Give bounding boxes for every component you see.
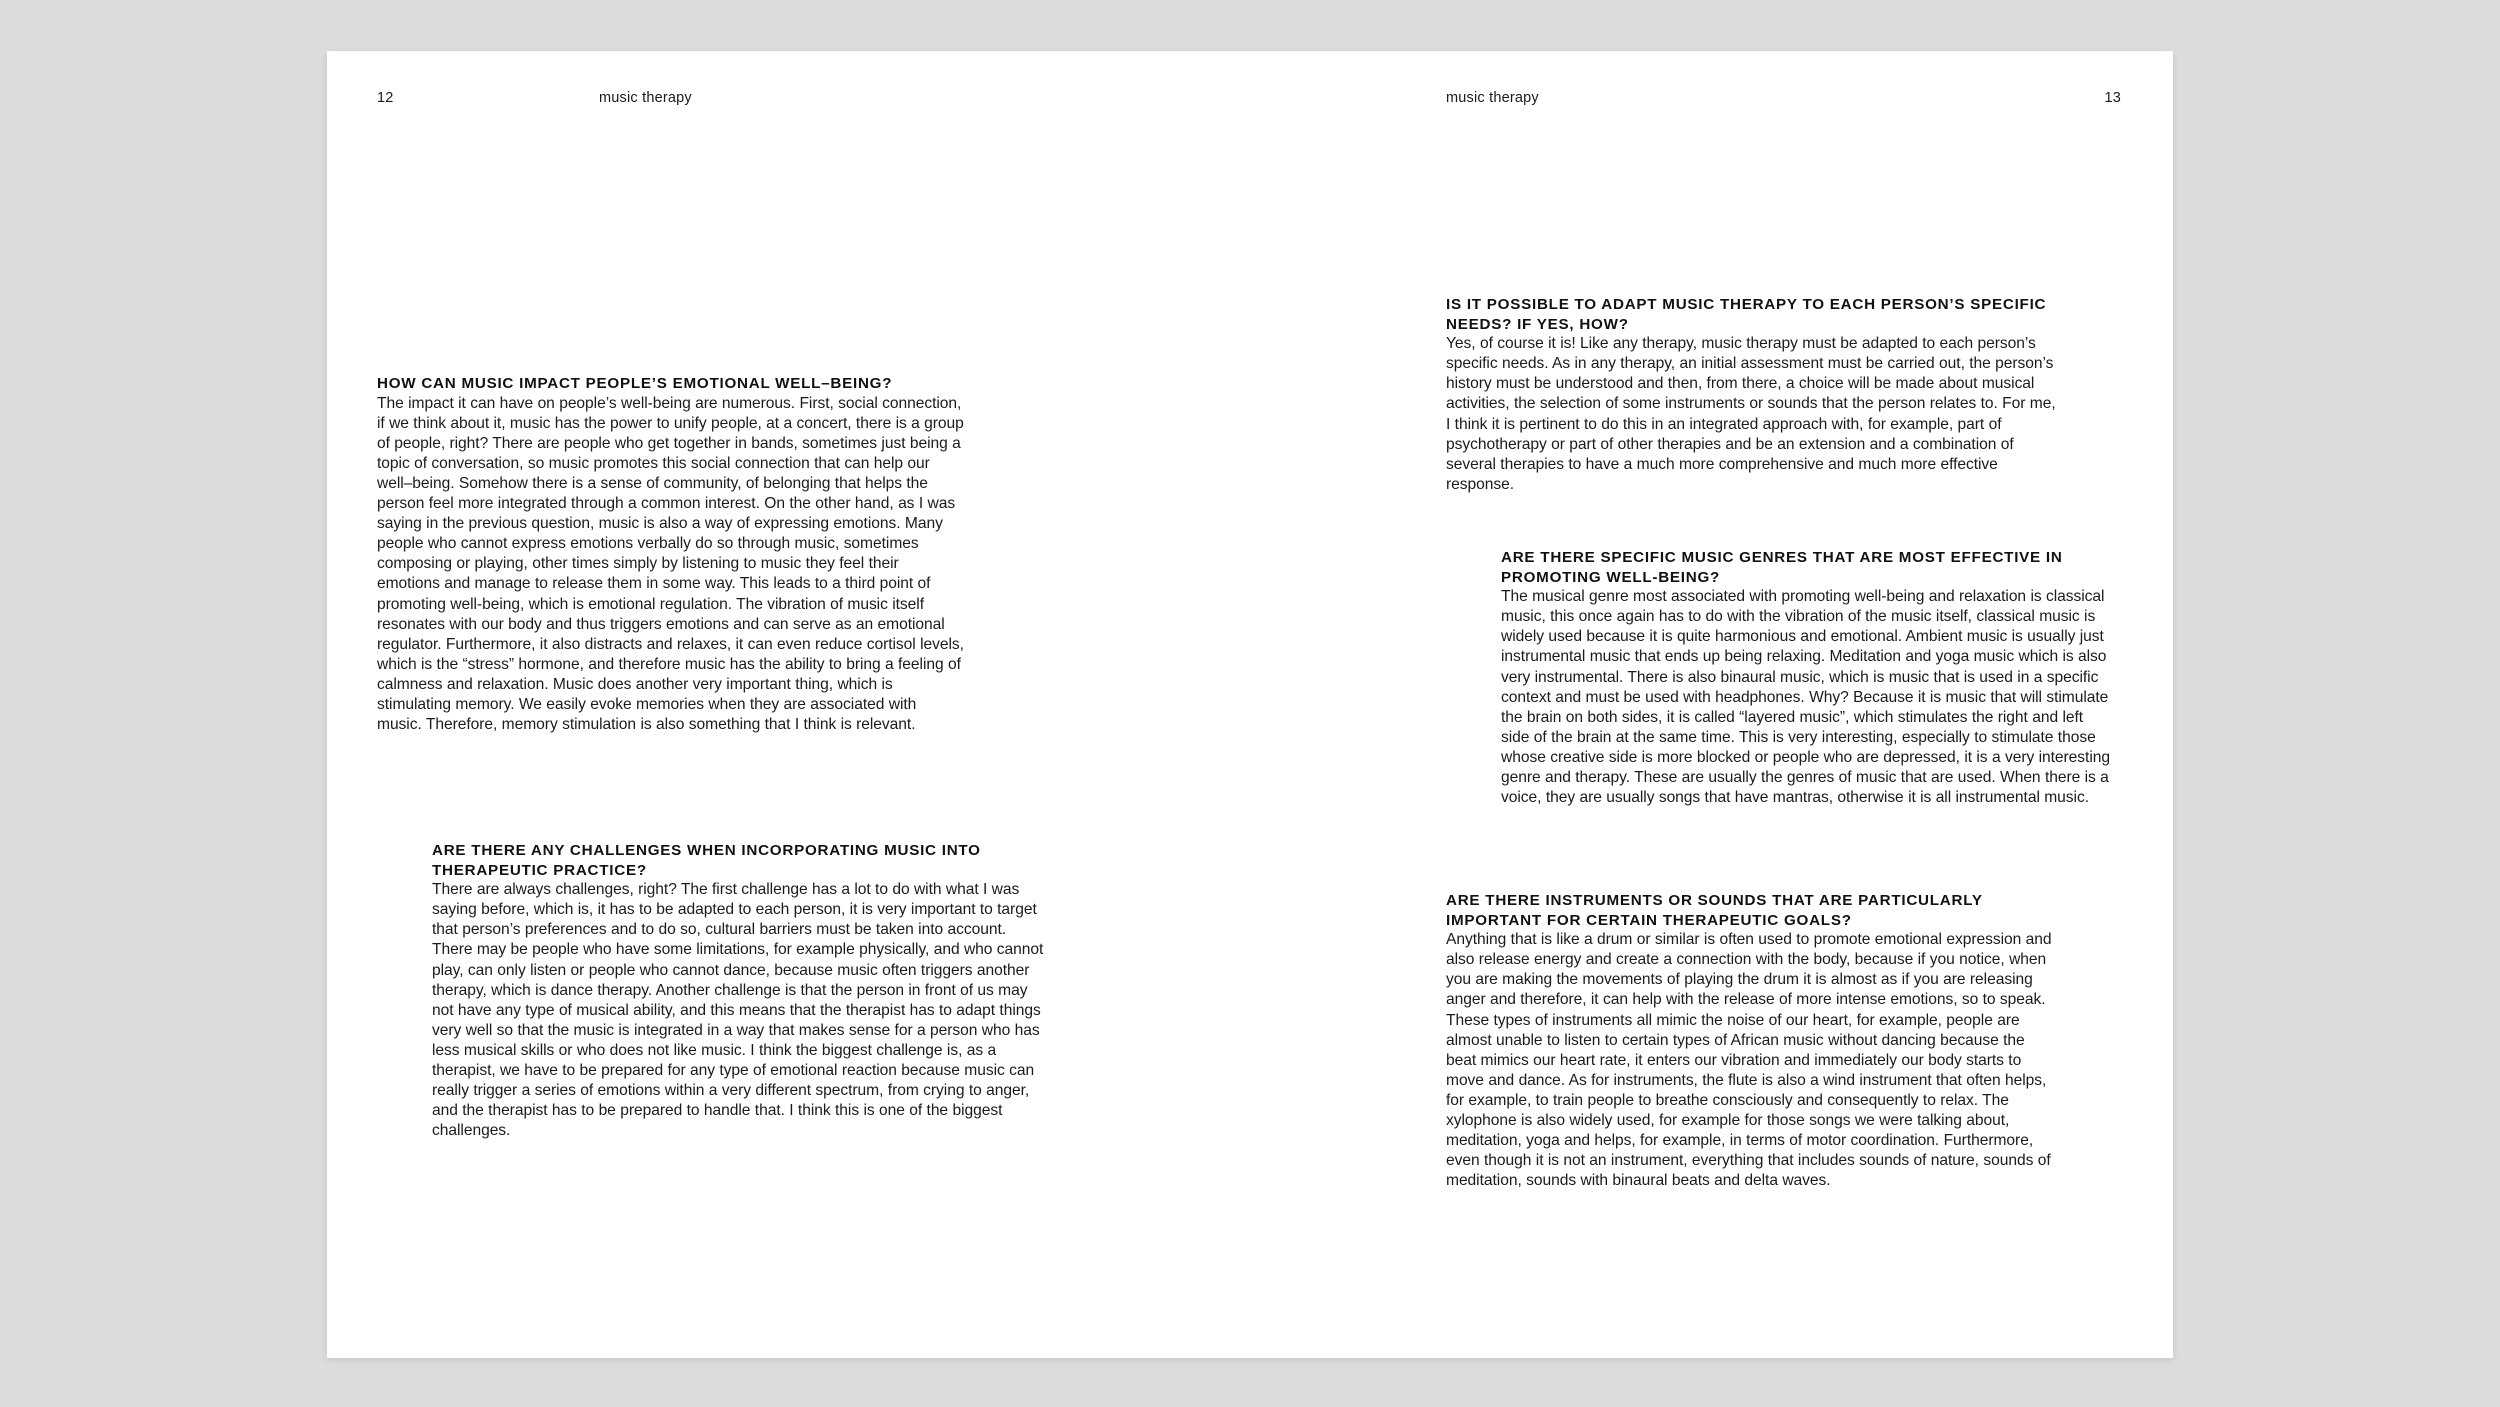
page-number-left: 12 xyxy=(377,90,394,106)
qa-block-specific-music-genres xyxy=(1501,548,2114,808)
qa-block-challenges-incorporating-music xyxy=(432,841,1049,1141)
qa-body: Anything that is like a drum or similar is often used to promote emotional expression and also release energy and create a connection with the body, because if you notice, when you are making the movements of playing the drum it is almost as if you are releasing anger and therefore, it can help with the release of more intense emotions, so to speak. These types of instruments all mimic the noise of our heart, for example, people are almost unable to listen to certain types of African music without dancing because the beat mimics our heart rate, it enters our vibration and immediately our body starts to move and dance. As for instruments, the flute is also a wind instrument that often helps, for example, to train people to breathe consciously and consequently to relax. The xylophone is also widely used, for example for those songs we were talking about, meditation, yoga and helps, for example, in terms of motor coordination. Furthermore, even though it is not an instrument, everything that includes sounds of nature, sounds of meditation, sounds with binaural beats and delta waves. xyxy=(1446,931,2052,1190)
qa-block-how-can-music-impact xyxy=(377,374,965,735)
qa-body: There are always challenges, right? The first challenge has a lot to do with what I was saying before, which is, it has to be adapted to each person, it is very important to target that person’s preferences and to do so, cultural barriers must be taken into account. There may be people who have some limitations, for example physically, and who cannot play, can only listen or people who cannot dance, because music often triggers another therapy, which is dance therapy. Another challenge is that the person in front of us may not have any type of musical ability, and this means that the therapist has to adapt things very well so that the music is integrated in a way that makes sense for a person who has less musical skills or who does not like music. I think the biggest challenge is, as a therapist, we have to be prepared for any type of emotional reaction because music can really trigger a series of emotions within a very different spectrum, from crying to anger, and the therapist has to be prepared to handle that. I think this is one of the biggest challenges. xyxy=(432,881,1044,1140)
running-head-left: music therapy xyxy=(599,90,692,106)
qa-body: The impact it can have on people’s well-being are numerous. First, social connection, if we think about it, music has the power to unify people, at a concert, there is a group of people, right? There are people who get together in bands, sometimes just being a topic of conversation, so music promotes this social connection that can help our well–being. Somehow there is a sense of community, of belonging that helps the person feel more integrated through a common interest. On the other hand, as I was saying in the previous question, music is also a way of expressing emotions. Many people who cannot express emotions verbally do so through music, sometimes composing or playing, other times simply by listening to music they feel their emotions and manage to release them in some way. This leads to a third point of promoting well-being, which is emotional regulation. The vibration of music itself resonates with our body and thus triggers emotions and can serve as an emotional regulator. Furthermore, it also distracts and relaxes, it can even reduce cortisol levels, which is the “stress” hormone, and therefore music has the ability to bring a feeling of calmness and relaxation. Music does another very important thing, which is stimulating memory. We easily evoke memories when they are associated with music. Therefore, memory stimulation is also something that I think is relevant. xyxy=(377,394,964,734)
qa-body: Yes, of course it is! Like any therapy, music therapy must be adapted to each person’s specific needs. As in any therapy, an initial assessment must be carried out, the person’s history must be understood and then, from there, a choice will be made about musical activities, the selection of some instruments or sounds that the person relates to. For me, I think it is pertinent to do this in an integrated approach with, for example, part of psychotherapy or part of other therapies and be an extension and a combination of several therapies to have a much more comprehensive and much more effective response. xyxy=(1446,335,2056,493)
book-spread xyxy=(327,51,2173,1358)
page-right xyxy=(1250,51,2173,1358)
qa-heading: IS IT POSSIBLE TO ADAPT MUSIC THERAPY TO EACH PERSON’S SPECIFIC NEEDS? IF YES, HOW? xyxy=(1446,296,2047,333)
qa-heading: ARE THERE INSTRUMENTS OR SOUNDS THAT ARE PARTICULARLY IMPORTANT FOR CERTAIN THERAPEUTIC GOALS? xyxy=(1446,892,1983,929)
running-head-right: music therapy xyxy=(1446,90,1539,106)
qa-heading: ARE THERE ANY CHALLENGES WHEN INCORPORATING MUSIC INTO THERAPEUTIC PRACTICE? xyxy=(432,842,981,879)
qa-block-instruments-or-sounds xyxy=(1446,891,2059,1191)
qa-heading: HOW CAN MUSIC IMPACT PEOPLE’S EMOTIONAL WELL–BEING? xyxy=(377,375,893,392)
qa-heading: ARE THERE SPECIFIC MUSIC GENRES THAT ARE MOST EFFECTIVE IN PROMOTING WELL-BEING? xyxy=(1501,549,2063,586)
page-left xyxy=(327,51,1250,1358)
qa-block-adapt-to-specific-needs xyxy=(1446,295,2056,495)
page-number-right: 13 xyxy=(2104,90,2121,106)
qa-body: The musical genre most associated with promoting well-being and relaxation is classical music, this once again has to do with the vibration of the music itself, classical music is widely used because it is quite harmonious and emotional. Ambient music is usually just instrumental music that ends up being relaxing. Meditation and yoga music which is also very instrumental. There is also binaural music, which is music that is used in a specific context and must be used with headphones. Why? Because it is music that will stimulate the brain on both sides, it is called “layered music”, which stimulates the right and left side of the brain at the same time. This is very interesting, especially to stimulate those whose creative side is more blocked or people who are depressed, it is a very interesting genre and therapy. These are usually the genres of music that are used. When there is a voice, they are usually songs that have mantras, otherwise it is all instrumental music. xyxy=(1501,588,2110,807)
